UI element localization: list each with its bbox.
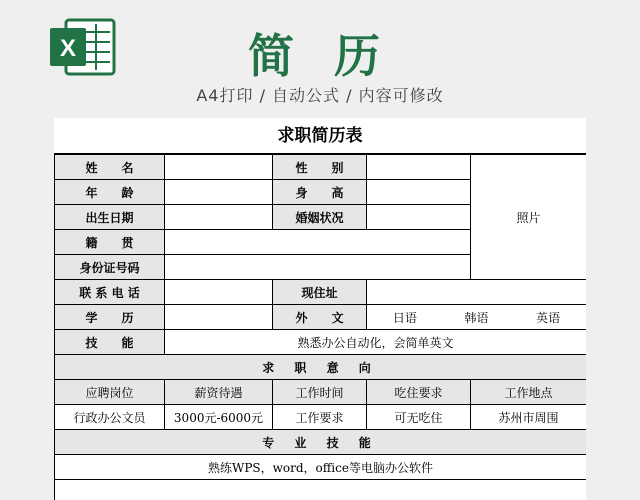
photo-cell[interactable]: 照片 — [471, 155, 587, 280]
language-item: 韩语 — [464, 310, 489, 325]
birth-label: 出生日期 — [55, 205, 165, 230]
intent-section-title: 求 职 意 向 — [55, 355, 587, 380]
education-label: 学 历 — [55, 305, 165, 330]
age-value[interactable] — [165, 180, 273, 205]
table-row — [55, 305, 587, 330]
birth-value[interactable] — [165, 205, 273, 230]
height-label: 身 高 — [273, 180, 367, 205]
name-label: 姓 名 — [55, 155, 165, 180]
intent-cell[interactable]: 苏州市周围 — [471, 405, 587, 430]
table-row — [55, 455, 587, 480]
language-item: 日语 — [392, 310, 417, 325]
height-value[interactable] — [367, 180, 471, 205]
skill-label: 技 能 — [55, 330, 165, 355]
origin-label: 籍 贯 — [55, 230, 165, 255]
gender-value[interactable] — [367, 155, 471, 180]
table-row — [55, 380, 587, 405]
resume-table — [54, 154, 586, 500]
page-header — [0, 0, 640, 115]
page-title: 简 历 — [247, 29, 392, 83]
foreign-lang-value[interactable] — [367, 305, 587, 330]
skill-value[interactable]: 熟悉办公自动化，会简单英文 — [165, 330, 587, 355]
name-value[interactable] — [165, 155, 273, 180]
phone-label: 联 系 电 话 — [55, 280, 165, 305]
skills-section-title: 专 业 技 能 — [55, 430, 587, 455]
intent-header: 吃住要求 — [367, 380, 471, 405]
intent-cell[interactable]: 工作要求 — [273, 405, 367, 430]
address-value[interactable] — [367, 280, 587, 305]
id-label: 身份证号码 — [55, 255, 165, 280]
table-row — [55, 405, 587, 430]
table-row — [55, 280, 587, 305]
table-row — [55, 430, 587, 455]
intent-header: 应聘岗位 — [55, 380, 165, 405]
intent-header: 薪资待遇 — [165, 380, 273, 405]
gender-label: 性 别 — [273, 155, 367, 180]
intent-header: 工作地点 — [471, 380, 587, 405]
intent-cell[interactable]: 可无吃住 — [367, 405, 471, 430]
intent-cell[interactable]: 行政办公文员 — [55, 405, 165, 430]
language-list — [369, 309, 584, 326]
intent-cell[interactable]: 3000元-6000元 — [165, 405, 273, 430]
id-value[interactable] — [165, 255, 471, 280]
svg-text:X: X — [59, 35, 77, 62]
age-label: 年 龄 — [55, 180, 165, 205]
table-row — [55, 330, 587, 355]
intent-header: 工作时间 — [273, 380, 367, 405]
foreign-lang-label: 外 文 — [273, 305, 367, 330]
origin-value[interactable] — [165, 230, 471, 255]
resume-sheet — [54, 118, 586, 500]
table-row — [55, 480, 587, 500]
language-item: 英语 — [536, 310, 561, 325]
marriage-label: 婚姻状况 — [273, 205, 367, 230]
table-row — [55, 155, 587, 180]
sheet-title: 求职简历表 — [54, 118, 586, 154]
address-label: 现住址 — [273, 280, 367, 305]
marriage-value[interactable] — [367, 205, 471, 230]
education-value[interactable] — [165, 305, 273, 330]
table-row — [55, 355, 587, 380]
page-subtitle: A4打印 / 自动公式 / 内容可修改 — [196, 86, 444, 105]
skills-text[interactable]: 熟练WPS，word，office等电脑办公软件 — [55, 455, 587, 480]
empty-cell[interactable] — [55, 480, 587, 500]
phone-value[interactable] — [165, 280, 273, 305]
